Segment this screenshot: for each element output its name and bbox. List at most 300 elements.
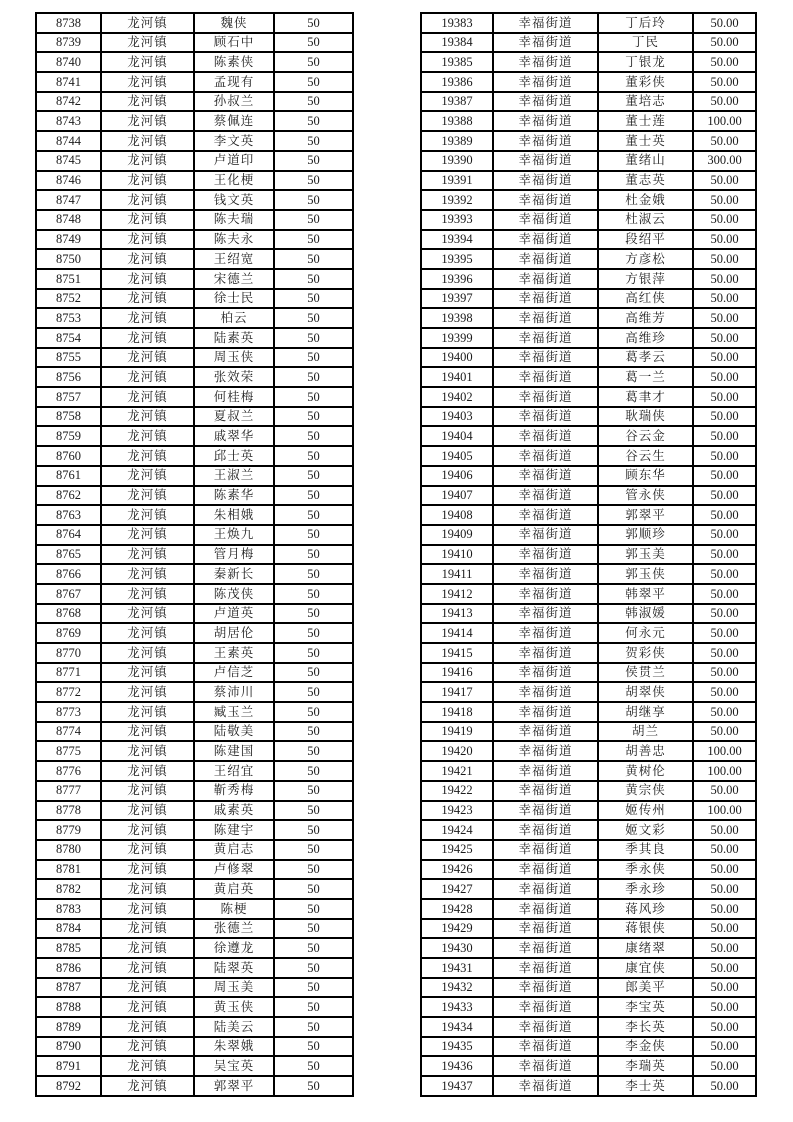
cell-district-name: 龙河镇 <box>101 1056 194 1076</box>
cell-record-id: 19419 <box>421 722 493 742</box>
cell-person-name: 陈素侠 <box>194 52 274 72</box>
cell-amount: 50.00 <box>693 663 756 683</box>
table-row <box>421 505 756 525</box>
cell-person-name: 李长英 <box>598 1017 693 1037</box>
table-row <box>421 545 756 565</box>
cell-person-name: 陆素英 <box>194 328 274 348</box>
cell-amount: 50.00 <box>693 958 756 978</box>
cell-record-id: 19435 <box>421 1037 493 1057</box>
cell-person-name: 卢道印 <box>194 151 274 171</box>
cell-district-name: 龙河镇 <box>101 486 194 506</box>
cell-district-name: 幸福街道 <box>493 781 598 801</box>
cell-person-name: 宋德兰 <box>194 269 274 289</box>
cell-record-id: 8770 <box>36 643 101 663</box>
cell-district-name: 龙河镇 <box>101 682 194 702</box>
table-row <box>421 13 756 33</box>
table-row <box>36 367 353 387</box>
cell-person-name: 陆翠英 <box>194 958 274 978</box>
cell-person-name: 高红侠 <box>598 289 693 309</box>
cell-district-name: 幸福街道 <box>493 13 598 33</box>
cell-amount: 50 <box>274 52 353 72</box>
cell-amount: 50 <box>274 722 353 742</box>
table-row <box>421 210 756 230</box>
cell-district-name: 龙河镇 <box>101 328 194 348</box>
cell-amount: 50.00 <box>693 978 756 998</box>
table-row <box>421 938 756 958</box>
cell-amount: 50 <box>274 1017 353 1037</box>
cell-district-name: 龙河镇 <box>101 111 194 131</box>
cell-district-name: 龙河镇 <box>101 623 194 643</box>
table-row <box>36 820 353 840</box>
cell-record-id: 19392 <box>421 190 493 210</box>
cell-record-id: 19412 <box>421 584 493 604</box>
cell-person-name: 侯贯兰 <box>598 663 693 683</box>
cell-district-name: 幸福街道 <box>493 387 598 407</box>
cell-amount: 100.00 <box>693 801 756 821</box>
table-row <box>36 919 353 939</box>
cell-person-name: 郭翠平 <box>194 1076 274 1096</box>
cell-district-name: 龙河镇 <box>101 289 194 309</box>
table-row <box>36 643 353 663</box>
cell-record-id: 8742 <box>36 92 101 112</box>
cell-person-name: 王焕九 <box>194 525 274 545</box>
cell-person-name: 卢道英 <box>194 604 274 624</box>
cell-amount: 50 <box>274 328 353 348</box>
cell-person-name: 郭玉美 <box>598 545 693 565</box>
cell-person-name: 陈夫瑞 <box>194 210 274 230</box>
table-row <box>36 308 353 328</box>
cell-record-id: 8778 <box>36 801 101 821</box>
cell-person-name: 魏侠 <box>194 13 274 33</box>
cell-district-name: 幸福街道 <box>493 663 598 683</box>
cell-record-id: 19433 <box>421 997 493 1017</box>
cell-person-name: 黄玉侠 <box>194 997 274 1017</box>
table-row <box>421 486 756 506</box>
cell-record-id: 8753 <box>36 308 101 328</box>
cell-person-name: 陆美云 <box>194 1017 274 1037</box>
cell-district-name: 幸福街道 <box>493 210 598 230</box>
cell-amount: 50 <box>274 682 353 702</box>
table-row <box>36 682 353 702</box>
cell-amount: 50 <box>274 33 353 53</box>
table-row <box>421 722 756 742</box>
cell-person-name: 方彦松 <box>598 249 693 269</box>
cell-record-id: 19420 <box>421 741 493 761</box>
cell-district-name: 龙河镇 <box>101 860 194 880</box>
cell-record-id: 19397 <box>421 289 493 309</box>
table-row <box>421 367 756 387</box>
cell-person-name: 胡兰 <box>598 722 693 742</box>
table-row <box>421 269 756 289</box>
cell-amount: 50 <box>274 13 353 33</box>
cell-amount: 50.00 <box>693 367 756 387</box>
cell-amount: 50 <box>274 801 353 821</box>
table-row <box>36 663 353 683</box>
cell-district-name: 龙河镇 <box>101 230 194 250</box>
cell-district-name: 龙河镇 <box>101 72 194 92</box>
cell-person-name: 韩淑媛 <box>598 604 693 624</box>
cell-person-name: 陈夫永 <box>194 230 274 250</box>
cell-person-name: 卢修翠 <box>194 860 274 880</box>
cell-amount: 50.00 <box>693 997 756 1017</box>
table-row <box>421 52 756 72</box>
cell-district-name: 幸福街道 <box>493 761 598 781</box>
cell-amount: 50 <box>274 958 353 978</box>
cell-amount: 50.00 <box>693 486 756 506</box>
cell-record-id: 8782 <box>36 879 101 899</box>
cell-amount: 50.00 <box>693 289 756 309</box>
cell-district-name: 龙河镇 <box>101 33 194 53</box>
cell-record-id: 8776 <box>36 761 101 781</box>
cell-record-id: 8792 <box>36 1076 101 1096</box>
cell-person-name: 朱相娥 <box>194 505 274 525</box>
table-row <box>421 111 756 131</box>
cell-record-id: 19426 <box>421 860 493 880</box>
cell-amount: 50 <box>274 249 353 269</box>
cell-district-name: 龙河镇 <box>101 407 194 427</box>
cell-person-name: 方银萍 <box>598 269 693 289</box>
cell-district-name: 幸福街道 <box>493 92 598 112</box>
table-row <box>421 426 756 446</box>
cell-record-id: 8746 <box>36 171 101 191</box>
cell-record-id: 8771 <box>36 663 101 683</box>
cell-record-id: 19411 <box>421 564 493 584</box>
cell-person-name: 姬传州 <box>598 801 693 821</box>
cell-person-name: 黄启志 <box>194 840 274 860</box>
cell-amount: 50.00 <box>693 72 756 92</box>
cell-person-name: 蔡佩连 <box>194 111 274 131</box>
cell-amount: 50 <box>274 899 353 919</box>
cell-district-name: 龙河镇 <box>101 899 194 919</box>
cell-district-name: 龙河镇 <box>101 249 194 269</box>
cell-record-id: 19393 <box>421 210 493 230</box>
cell-amount: 50 <box>274 72 353 92</box>
cell-person-name: 段绍平 <box>598 230 693 250</box>
cell-record-id: 19428 <box>421 899 493 919</box>
cell-person-name: 丁后玲 <box>598 13 693 33</box>
cell-amount: 50.00 <box>693 545 756 565</box>
cell-record-id: 8777 <box>36 781 101 801</box>
table-row <box>421 741 756 761</box>
cell-person-name: 蒋风珍 <box>598 899 693 919</box>
cell-person-name: 陈茂侠 <box>194 584 274 604</box>
cell-district-name: 幸福街道 <box>493 801 598 821</box>
table-row <box>36 978 353 998</box>
cell-amount: 50.00 <box>693 1017 756 1037</box>
cell-amount: 50.00 <box>693 249 756 269</box>
cell-district-name: 幸福街道 <box>493 545 598 565</box>
table-row <box>421 525 756 545</box>
table-row <box>36 446 353 466</box>
cell-record-id: 8748 <box>36 210 101 230</box>
table-row <box>421 564 756 584</box>
cell-person-name: 杜淑云 <box>598 210 693 230</box>
table-row <box>36 801 353 821</box>
cell-person-name: 张效荣 <box>194 367 274 387</box>
cell-district-name: 龙河镇 <box>101 269 194 289</box>
cell-district-name: 幸福街道 <box>493 131 598 151</box>
cell-district-name: 龙河镇 <box>101 564 194 584</box>
cell-record-id: 8779 <box>36 820 101 840</box>
cell-amount: 50.00 <box>693 722 756 742</box>
cell-district-name: 幸福街道 <box>493 308 598 328</box>
table-row <box>36 741 353 761</box>
cell-district-name: 龙河镇 <box>101 741 194 761</box>
table-row <box>36 230 353 250</box>
cell-district-name: 龙河镇 <box>101 801 194 821</box>
cell-district-name: 龙河镇 <box>101 348 194 368</box>
cell-person-name: 董士莲 <box>598 111 693 131</box>
table-row <box>36 190 353 210</box>
table-row <box>421 702 756 722</box>
table-row <box>36 131 353 151</box>
cell-amount: 50 <box>274 486 353 506</box>
cell-person-name: 李宝英 <box>598 997 693 1017</box>
table-row <box>421 623 756 643</box>
cell-record-id: 8781 <box>36 860 101 880</box>
cell-amount: 50.00 <box>693 840 756 860</box>
cell-record-id: 8758 <box>36 407 101 427</box>
cell-record-id: 19416 <box>421 663 493 683</box>
cell-amount: 50.00 <box>693 820 756 840</box>
cell-record-id: 8768 <box>36 604 101 624</box>
cell-person-name: 戚翠华 <box>194 426 274 446</box>
cell-person-name: 董彩侠 <box>598 72 693 92</box>
cell-amount: 50 <box>274 938 353 958</box>
table-row <box>36 328 353 348</box>
table-row <box>421 820 756 840</box>
cell-amount: 50.00 <box>693 584 756 604</box>
cell-amount: 50.00 <box>693 682 756 702</box>
table-row <box>36 33 353 53</box>
cell-district-name: 幸福街道 <box>493 367 598 387</box>
cell-record-id: 19431 <box>421 958 493 978</box>
cell-district-name: 龙河镇 <box>101 52 194 72</box>
cell-person-name: 胡翠侠 <box>598 682 693 702</box>
cell-person-name: 张德兰 <box>194 919 274 939</box>
cell-record-id: 19414 <box>421 623 493 643</box>
cell-district-name: 幸福街道 <box>493 899 598 919</box>
table-row <box>421 328 756 348</box>
table-row <box>36 387 353 407</box>
cell-amount: 50 <box>274 663 353 683</box>
cell-district-name: 龙河镇 <box>101 210 194 230</box>
table-row <box>36 210 353 230</box>
cell-amount: 50 <box>274 525 353 545</box>
cell-person-name: 管永侠 <box>598 486 693 506</box>
cell-record-id: 19427 <box>421 879 493 899</box>
cell-person-name: 蔡沛川 <box>194 682 274 702</box>
cell-record-id: 8744 <box>36 131 101 151</box>
cell-amount: 50.00 <box>693 426 756 446</box>
cell-person-name: 徐士民 <box>194 289 274 309</box>
table-row <box>421 958 756 978</box>
cell-record-id: 8751 <box>36 269 101 289</box>
cell-amount: 50.00 <box>693 407 756 427</box>
cell-person-name: 胡居伦 <box>194 623 274 643</box>
cell-record-id: 19384 <box>421 33 493 53</box>
cell-person-name: 郭玉侠 <box>598 564 693 584</box>
cell-person-name: 胡善忠 <box>598 741 693 761</box>
cell-amount: 50 <box>274 781 353 801</box>
cell-person-name: 郭顺珍 <box>598 525 693 545</box>
cell-district-name: 龙河镇 <box>101 13 194 33</box>
cell-district-name: 龙河镇 <box>101 131 194 151</box>
cell-district-name: 幸福街道 <box>493 426 598 446</box>
left-table <box>35 12 354 1097</box>
cell-amount: 100.00 <box>693 111 756 131</box>
cell-amount: 50.00 <box>693 13 756 33</box>
cell-record-id: 19385 <box>421 52 493 72</box>
table-row <box>36 269 353 289</box>
cell-amount: 50.00 <box>693 92 756 112</box>
cell-record-id: 8761 <box>36 466 101 486</box>
cell-amount: 50 <box>274 151 353 171</box>
cell-person-name: 高维珍 <box>598 328 693 348</box>
cell-district-name: 幸福街道 <box>493 52 598 72</box>
cell-record-id: 8789 <box>36 1017 101 1037</box>
cell-district-name: 幸福街道 <box>493 466 598 486</box>
cell-amount: 50 <box>274 466 353 486</box>
cell-person-name: 郎美平 <box>598 978 693 998</box>
cell-amount: 50 <box>274 545 353 565</box>
cell-amount: 50 <box>274 505 353 525</box>
cell-amount: 300.00 <box>693 151 756 171</box>
cell-record-id: 8772 <box>36 682 101 702</box>
cell-amount: 100.00 <box>693 741 756 761</box>
cell-person-name: 谷云生 <box>598 446 693 466</box>
table-row <box>36 997 353 1017</box>
cell-amount: 50 <box>274 289 353 309</box>
cell-person-name: 耿瑞侠 <box>598 407 693 427</box>
cell-amount: 50 <box>274 1076 353 1096</box>
table-row <box>421 584 756 604</box>
table-row <box>36 72 353 92</box>
table-row <box>36 1037 353 1057</box>
cell-amount: 50.00 <box>693 505 756 525</box>
table-row <box>36 426 353 446</box>
cell-person-name: 陈梗 <box>194 899 274 919</box>
cell-record-id: 19417 <box>421 682 493 702</box>
cell-record-id: 8784 <box>36 919 101 939</box>
right-table <box>420 12 757 1097</box>
cell-record-id: 19410 <box>421 545 493 565</box>
cell-record-id: 19423 <box>421 801 493 821</box>
cell-amount: 50.00 <box>693 604 756 624</box>
cell-record-id: 19436 <box>421 1056 493 1076</box>
cell-record-id: 19429 <box>421 919 493 939</box>
table-row <box>36 151 353 171</box>
cell-district-name: 龙河镇 <box>101 879 194 899</box>
cell-amount: 50 <box>274 564 353 584</box>
cell-person-name: 葛聿才 <box>598 387 693 407</box>
table-row <box>36 584 353 604</box>
cell-record-id: 19424 <box>421 820 493 840</box>
cell-person-name: 周玉美 <box>194 978 274 998</box>
cell-person-name: 董绪山 <box>598 151 693 171</box>
cell-person-name: 贺彩侠 <box>598 643 693 663</box>
cell-record-id: 8750 <box>36 249 101 269</box>
cell-person-name: 蒋银侠 <box>598 919 693 939</box>
cell-record-id: 19403 <box>421 407 493 427</box>
cell-district-name: 幸福街道 <box>493 1076 598 1096</box>
cell-person-name: 孙叔兰 <box>194 92 274 112</box>
cell-district-name: 龙河镇 <box>101 545 194 565</box>
cell-district-name: 幸福街道 <box>493 289 598 309</box>
table-row <box>36 13 353 33</box>
table-row <box>421 249 756 269</box>
cell-district-name: 幸福街道 <box>493 997 598 1017</box>
cell-amount: 50.00 <box>693 230 756 250</box>
cell-amount: 50.00 <box>693 446 756 466</box>
cell-record-id: 8741 <box>36 72 101 92</box>
table-row <box>36 840 353 860</box>
cell-amount: 50 <box>274 860 353 880</box>
table-row <box>36 466 353 486</box>
cell-person-name: 季永珍 <box>598 879 693 899</box>
cell-district-name: 龙河镇 <box>101 584 194 604</box>
cell-record-id: 19391 <box>421 171 493 191</box>
cell-amount: 50.00 <box>693 33 756 53</box>
cell-district-name: 龙河镇 <box>101 840 194 860</box>
cell-record-id: 8774 <box>36 722 101 742</box>
cell-record-id: 8785 <box>36 938 101 958</box>
table-row <box>421 899 756 919</box>
cell-district-name: 幸福街道 <box>493 840 598 860</box>
cell-district-name: 龙河镇 <box>101 722 194 742</box>
cell-record-id: 19398 <box>421 308 493 328</box>
cell-person-name: 夏叔兰 <box>194 407 274 427</box>
cell-record-id: 8775 <box>36 741 101 761</box>
cell-amount: 50.00 <box>693 643 756 663</box>
cell-district-name: 龙河镇 <box>101 190 194 210</box>
cell-record-id: 8760 <box>36 446 101 466</box>
cell-amount: 50 <box>274 623 353 643</box>
cell-district-name: 幸福街道 <box>493 348 598 368</box>
table-row <box>36 348 353 368</box>
table-row <box>421 446 756 466</box>
cell-district-name: 龙河镇 <box>101 426 194 446</box>
cell-record-id: 19399 <box>421 328 493 348</box>
cell-person-name: 李文英 <box>194 131 274 151</box>
cell-record-id: 19395 <box>421 249 493 269</box>
cell-person-name: 徐遵龙 <box>194 938 274 958</box>
cell-district-name: 幸福街道 <box>493 525 598 545</box>
cell-district-name: 龙河镇 <box>101 1017 194 1037</box>
cell-person-name: 周玉侠 <box>194 348 274 368</box>
cell-person-name: 王素英 <box>194 643 274 663</box>
cell-record-id: 19402 <box>421 387 493 407</box>
cell-district-name: 幸福街道 <box>493 171 598 191</box>
table-row <box>36 879 353 899</box>
table-row <box>421 840 756 860</box>
table-row <box>36 92 353 112</box>
cell-record-id: 19390 <box>421 151 493 171</box>
cell-record-id: 8787 <box>36 978 101 998</box>
cell-record-id: 8740 <box>36 52 101 72</box>
cell-district-name: 幸福街道 <box>493 1056 598 1076</box>
table-row <box>36 545 353 565</box>
cell-amount: 50.00 <box>693 308 756 328</box>
cell-amount: 50.00 <box>693 52 756 72</box>
cell-person-name: 葛孝云 <box>598 348 693 368</box>
cell-record-id: 19434 <box>421 1017 493 1037</box>
cell-person-name: 管月梅 <box>194 545 274 565</box>
cell-district-name: 龙河镇 <box>101 1037 194 1057</box>
cell-person-name: 董培志 <box>598 92 693 112</box>
cell-amount: 50.00 <box>693 1037 756 1057</box>
cell-district-name: 幸福街道 <box>493 741 598 761</box>
